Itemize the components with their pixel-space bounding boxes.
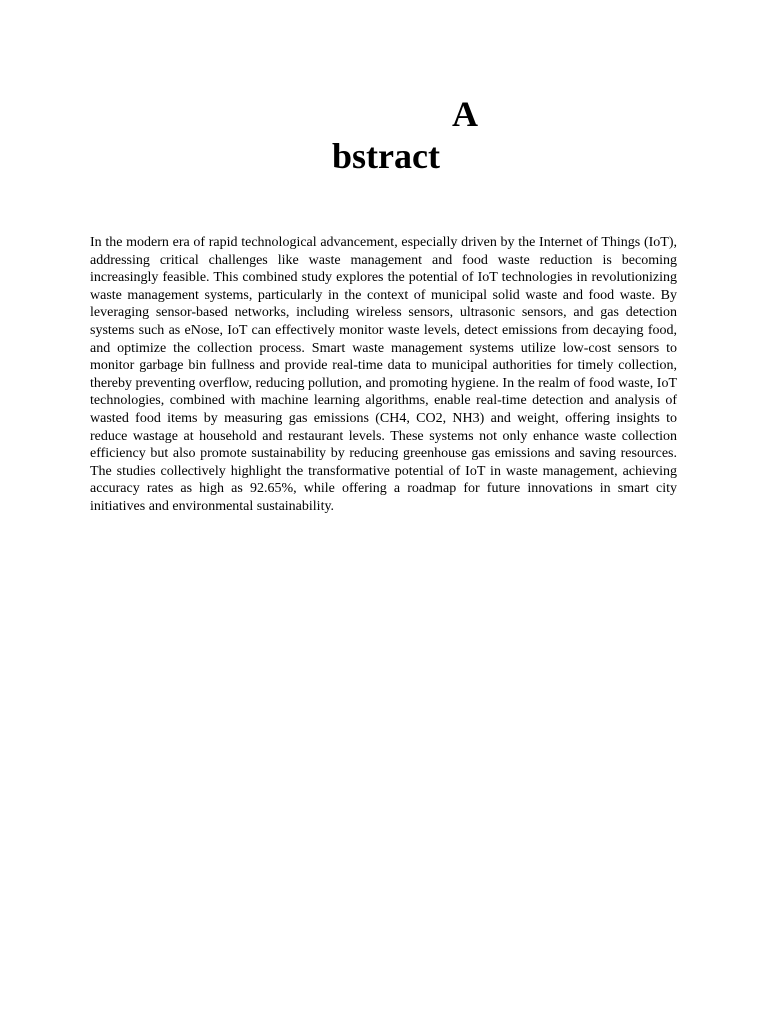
abstract-paragraph: In the modern era of rapid technological advancement, especially driven by the Internet of Things (IoT), addressing critical challenges like waste management and food waste reduction is becoming increasingly feasible. This combined study explores the potential of IoT technologies in revolutionizing waste management systems, particularly in the context of municipal solid waste and food waste. By leveraging sensor-based networks, including wireless sensors, ultrasonic sensors, and gas detection systems such as eNose, IoT can effectively monitor waste levels, detect emissions from decaying food, and optimize the collection process. Smart waste management systems utilize low-cost sensors to monitor garbage bin fullness and provide real-time data to municipal authorities for timely collection, thereby preventing overflow, reducing pollution, and promoting hygiene. In the realm of food waste, IoT technologies, combined with machine learning algorithms, enable real-time detection and analysis of wasted food items by measuring gas emissions (CH4, CO2, NH3) and weight, offering insights to reduce wastage at household and restaurant levels. These systems not only enhance waste collection efficiency but also promote sustainability by reducing greenhouse gas emissions and saving resources. The studies collectively highlight the transformative potential of IoT in waste management, achieving accuracy rates as high as 92.65%, while offering a roadmap for future innovations in smart city initiatives and environmental sustainability. (90, 235, 677, 514)
heading-first-letter: A (452, 94, 478, 134)
heading-remainder: bstract (332, 136, 440, 176)
